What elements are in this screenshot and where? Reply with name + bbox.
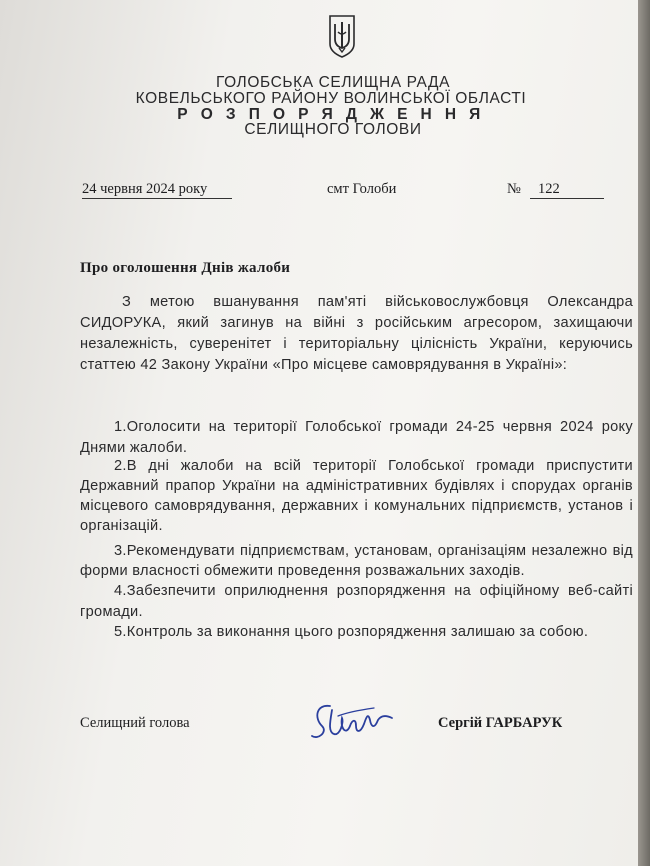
list-item: 1.Оголосити на території Голобської громади 24-25 червня 2024 року Днями жалоби. — [80, 419, 633, 456]
document-place: смт Голоби — [327, 181, 397, 197]
list-item: 2.В дні жалоби на всій території Голобської громади приспустити Державний прапор України на адміністративних будівлях і спорудах органів місцевого самоврядування, державних і комунальних підприємств, установ і організацій. — [80, 458, 633, 534]
list-item: 5.Контроль за виконання цього розпорядження залишаю за собою. — [114, 624, 589, 640]
district-name: КОВЕЛЬСЬКОГО РАЙОНУ ВОЛИНСЬКОЇ ОБЛАСТІ — [135, 90, 527, 107]
document-title: Про оголошення Днів жалоби — [80, 260, 291, 276]
list-item: 4.Забезпечити оприлюднення розпорядження на офіційному веб-сайті громади. — [80, 583, 633, 620]
council-name: ГОЛОБСЬКА СЕЛИЩНА РАДА — [215, 74, 451, 91]
trident-icon — [327, 14, 357, 58]
issuer: СЕЛИЩНОГО ГОЛОВИ — [244, 121, 422, 138]
number-label: № — [507, 181, 521, 197]
signature-icon — [308, 696, 394, 744]
page-edge-shadow — [638, 0, 650, 866]
signer-name: Сергій ГАРБАРУК — [438, 715, 563, 731]
signer-role: Селищний голова — [80, 715, 190, 731]
document-number: 122 — [530, 181, 604, 199]
intro-paragraph: З метою вшанування пам'яті військовослужбовця Олександра СИДОРУКА, який загинув на війні з російським агресором, захищаючи незалежність, суверенітет і територіальну цілісність України, керуючись статтею 42 Закону України «Про місцеве самоврядування в Україні»: — [80, 294, 633, 373]
list-item: 3.Рекомендувати підприємствам, установам, організаціям незалежно від форми власності обмежити проведення розважальних заходів. — [80, 543, 633, 579]
document-date: 24 червня 2024 року — [82, 181, 232, 199]
document-type: Р О З П О Р Я Д Ж Е Н Н Я — [177, 106, 485, 123]
